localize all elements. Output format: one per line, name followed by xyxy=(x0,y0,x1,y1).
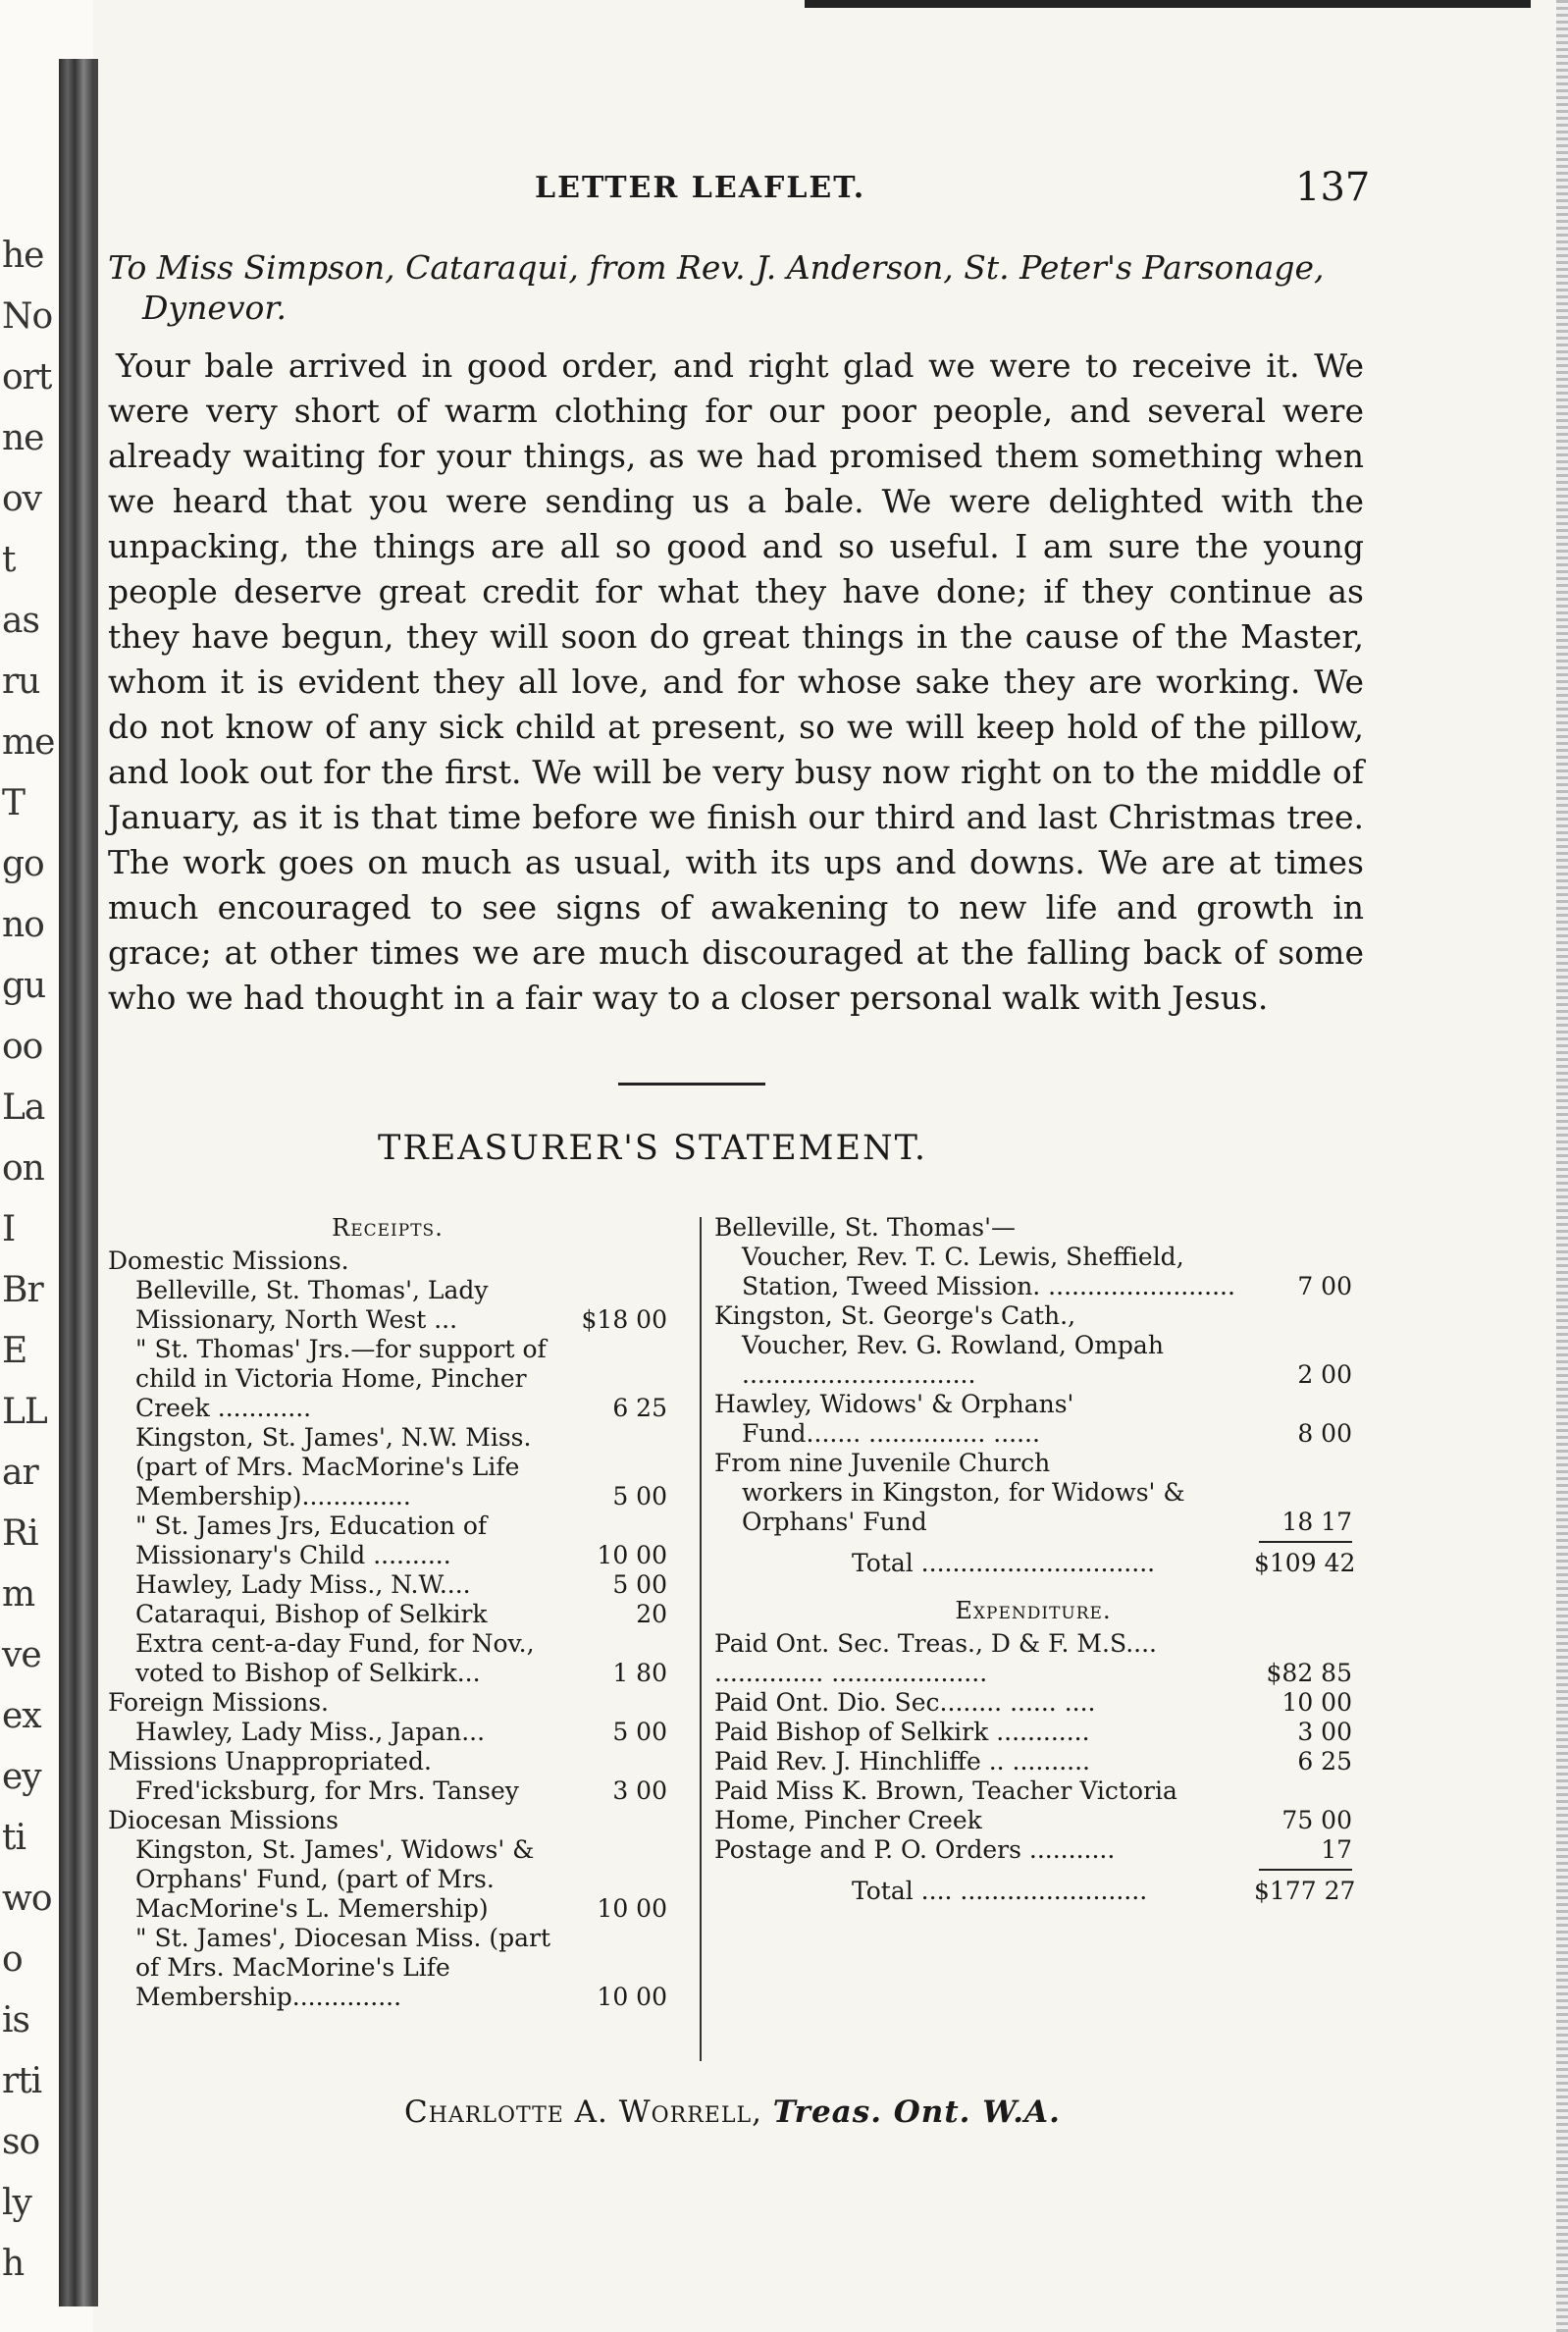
receipt-entry-amount: 2 00 xyxy=(1297,1360,1352,1389)
receipt-entry-description: From nine Juvenile Church xyxy=(714,1449,1051,1477)
expenditure-entry-description: Paid Rev. J. Hinchliffe .. .......... xyxy=(714,1747,1090,1776)
expenditure-total xyxy=(714,1877,1356,1906)
expenditure-entry xyxy=(714,1835,1352,1865)
page-header xyxy=(535,165,1516,224)
signature-name: Charlotte A. Worrell, xyxy=(404,2094,762,2130)
receipt-entry-description: Kingston, St. James', Widows' & Orphans' Fund, (part of Mrs. MacMorine's L. Memership) xyxy=(135,1835,535,1923)
receipt-entry-description: Fund....... ............... ...... xyxy=(742,1419,1040,1448)
receipt-entry xyxy=(108,1629,667,1688)
receipt-entry-amount: 18 17 xyxy=(1281,1508,1352,1536)
expenditure-entry xyxy=(714,1776,1352,1835)
expenditure-entry-description: Paid Bishop of Selkirk ............ xyxy=(714,1718,1090,1746)
expenditure-total-rule xyxy=(1259,1869,1352,1871)
receipt-entry-description: workers in Kingston, for Widows' & Orphans' Fund xyxy=(742,1478,1185,1536)
right-column xyxy=(714,1213,1356,1906)
expenditure-list xyxy=(714,1629,1352,1865)
gutter-fragment-word: ve xyxy=(2,1635,41,1675)
receipt-entry-description: Foreign Missions. xyxy=(108,1688,329,1717)
receipt-entry xyxy=(714,1390,1352,1419)
gutter-fragment-word: E xyxy=(2,1331,27,1371)
receipts-list xyxy=(108,1246,667,2012)
receipt-entry xyxy=(714,1213,1352,1243)
gutter-fragment-word: h xyxy=(2,2244,25,2284)
receipt-entry-description: Voucher, Rev. T. C. Lewis, Sheffield, Station, Tweed Mission. ........................ xyxy=(742,1243,1235,1300)
expenditure-entry-amount: $82 85 xyxy=(1266,1659,1352,1687)
receipt-entry-description: Belleville, St. Thomas'— xyxy=(714,1213,1016,1242)
receipt-entry xyxy=(108,1806,667,1835)
receipts-total-label: Total .............................. xyxy=(852,1549,1156,1577)
expenditure-entry xyxy=(714,1747,1352,1776)
receipt-entry xyxy=(108,1600,667,1629)
gutter-fragment-word: gu xyxy=(2,966,46,1006)
gutter-fragment-word: wo xyxy=(2,1879,52,1919)
receipts-heading: Receipts. xyxy=(332,1214,444,1242)
receipt-entry xyxy=(714,1331,1352,1390)
receipt-entry xyxy=(108,1276,667,1335)
gutter-fragment-word: he xyxy=(2,236,44,276)
receipts-total-rule xyxy=(1259,1541,1352,1543)
expenditure-entry-amount: 3 00 xyxy=(1297,1718,1352,1746)
expenditure-entry-description: Paid Ont. Sec. Treas., D & F. M.S.... .............. .................... xyxy=(714,1629,1158,1687)
receipt-entry xyxy=(108,1570,667,1600)
gutter-fragment-word: t xyxy=(2,540,16,580)
letter-heading: To Miss Simpson, Cataraqui, from Rev. J. Anderson, St. Peter's Parsonage, Dynevor. xyxy=(108,248,1325,327)
expenditure-entry-description: Paid Miss K. Brown, Teacher Victoria Home, Pincher Creek xyxy=(714,1776,1177,1834)
receipt-entry-description: " St. James', Diocesan Miss. (part of Mrs. MacMorine's Life Membership.............. xyxy=(135,1924,551,2011)
receipt-entry xyxy=(108,1835,667,1924)
gutter-fragment-word: ort xyxy=(2,357,52,398)
receipt-entry xyxy=(714,1449,1352,1478)
receipts-total-amount: $109 42 xyxy=(1254,1549,1356,1577)
expenditure-entry-amount: 17 xyxy=(1321,1835,1352,1864)
receipt-entry-amount: 7 00 xyxy=(1297,1272,1352,1300)
expenditure-entry xyxy=(714,1718,1352,1747)
receipt-entry-description: Cataraqui, Bishop of Selkirk xyxy=(135,1600,488,1628)
right-page-edge xyxy=(1556,0,1568,2332)
receipt-entry-description: Hawley, Widows' & Orphans' xyxy=(714,1390,1074,1418)
expenditure-entry-description: Paid Ont. Dio. Sec........ ...... .... xyxy=(714,1688,1096,1717)
receipt-entry xyxy=(108,1718,667,1747)
binding-edge xyxy=(92,59,98,2306)
signature-title: Treas. Ont. W.A. xyxy=(772,2094,1061,2130)
gutter-fragment-word: ly xyxy=(2,2183,31,2223)
receipt-entry-description: Kingston, St. James', N.W. Miss. (part of Mrs. MacMorine's Life Membership).............. xyxy=(135,1423,532,1510)
gutter-fragment-word: ti xyxy=(2,1818,26,1858)
letter-body: Your bale arrived in good order, and right glad we were to receive it. We were very short of warm clothing for our poor people, and several were already waiting for your things, as we had promised them something when we heard that you were sending us a bale. We were delighted with the unpacking, the things are all so good and so useful. I am sure the young people deserve great credit for what they have done; if they continue as they have begun, they will soon do great things in the cause of the Master, whom it is evident they all love, and for whose sake they are working. We do not know of any sick child at present, so we will keep hold of the pillow, and look out for the first. We will be very busy now right on to the middle of January, as it is that time before we finish our third and last Christmas tree. The work goes on much as usual, with its ups and downs. We are at times much encouraged to see signs of awakening to new life and growth in grace; at other times we are much discouraged at the falling back of some who we had thought in a fair way to a closer personal walk with Jesus. xyxy=(108,346,1364,1017)
receipt-entry-description: Domestic Missions. xyxy=(108,1246,349,1275)
receipt-entry-description: Kingston, St. George's Cath., xyxy=(714,1301,1076,1330)
receipt-entry-description: Extra cent-a-day Fund, for Nov., voted to Bishop of Selkirk... xyxy=(135,1629,535,1687)
receipt-entry xyxy=(714,1243,1352,1301)
receipt-entry-description: Fred'icksburg, for Mrs. Tansey xyxy=(135,1776,519,1805)
receipt-entry-amount: 5 00 xyxy=(612,1482,667,1510)
receipt-entry xyxy=(714,1301,1352,1331)
gutter-fragment-word: ar xyxy=(2,1453,38,1493)
gutter-fragment-word: No xyxy=(2,296,53,337)
receipt-entry-amount: 3 00 xyxy=(612,1776,667,1805)
running-head: LETTER LEAFLET. xyxy=(535,171,866,205)
signature xyxy=(404,2094,1061,2130)
receipt-entry xyxy=(108,1924,667,2012)
gutter-fragment-word: me xyxy=(2,722,55,763)
expenditure-heading: Expenditure. xyxy=(955,1597,1112,1624)
receipt-entry-amount: $18 00 xyxy=(581,1305,667,1334)
receipt-entry-amount: 5 00 xyxy=(612,1718,667,1746)
receipt-entry-amount: 1 80 xyxy=(612,1659,667,1687)
receipt-entry xyxy=(714,1478,1352,1537)
gutter-fragment-word: rti xyxy=(2,2061,42,2101)
receipt-entry xyxy=(108,1688,667,1718)
gutter-fragment-word: m xyxy=(2,1574,35,1615)
receipt-entry-description: Missions Unappropriated. xyxy=(108,1747,432,1776)
receipt-entry-amount: 5 00 xyxy=(612,1570,667,1599)
gutter-fragment-word: ey xyxy=(2,1757,41,1797)
gutter-fragment-word: LL xyxy=(2,1392,47,1432)
receipt-entry-amount: 10 00 xyxy=(597,1983,667,2011)
gutter-fragment-word: as xyxy=(2,601,39,641)
expenditure-entry-amount: 6 25 xyxy=(1297,1747,1352,1776)
expenditure-entry-amount: 75 00 xyxy=(1281,1806,1352,1834)
gutter-fragment-word: no xyxy=(2,905,44,945)
receipt-entry xyxy=(714,1419,1352,1449)
expenditure-entry-amount: 10 00 xyxy=(1281,1688,1352,1717)
expenditure-total-amount: $177 27 xyxy=(1254,1877,1356,1905)
gutter-fragment-word: so xyxy=(2,2122,40,2162)
binding-spine xyxy=(59,59,94,2306)
column-rule xyxy=(700,1217,702,2061)
receipt-entry-description: Hawley, Lady Miss., N.W.... xyxy=(135,1570,471,1599)
receipt-entry-description: Voucher, Rev. G. Rowland, Ompah .............................. xyxy=(742,1331,1164,1389)
receipt-entry-description: Diocesan Missions xyxy=(108,1806,339,1834)
receipt-entry-amount: 10 00 xyxy=(597,1541,667,1569)
page-number: 137 xyxy=(1295,165,1371,210)
gutter-fragment-word: Br xyxy=(2,1270,43,1310)
receipt-entry-amount: 8 00 xyxy=(1297,1419,1352,1448)
receipt-entry-amount: 6 25 xyxy=(612,1394,667,1422)
treasurers-statement-title: TREASURER'S STATEMENT. xyxy=(378,1129,927,1168)
receipt-entry-amount: 10 00 xyxy=(597,1894,667,1923)
receipt-entry-description: Belleville, St. Thomas', Lady Missionary, North West ... xyxy=(135,1276,489,1334)
gutter-fragment-word: ru xyxy=(2,662,40,702)
gutter-fragment-word: Ri xyxy=(2,1513,38,1554)
receipts-total xyxy=(714,1549,1356,1578)
receipt-entry xyxy=(108,1246,667,1276)
receipt-entry-amount: 20 xyxy=(636,1600,667,1628)
gutter-fragment-word: T xyxy=(2,783,26,823)
gutter-fragment-word: is xyxy=(2,2000,29,2040)
section-divider xyxy=(618,1083,765,1086)
letter-section xyxy=(108,247,1364,1021)
receipt-entry-description: Hawley, Lady Miss., Japan... xyxy=(135,1718,486,1746)
receipts-continued-list xyxy=(714,1213,1352,1537)
receipt-entry xyxy=(108,1511,667,1570)
top-edge-mark xyxy=(805,0,1531,8)
gutter-fragment-word: go xyxy=(2,844,44,884)
gutter-fragment-word: oo xyxy=(2,1027,43,1067)
receipts-column xyxy=(108,1213,667,2012)
receipt-entry xyxy=(108,1747,667,1776)
gutter-fragment-word: ne xyxy=(2,418,44,458)
gutter-fragment-word: o xyxy=(2,1939,23,1980)
receipt-entry xyxy=(108,1335,667,1423)
expenditure-total-label: Total .... ........................ xyxy=(852,1877,1148,1905)
gutter-fragment-word: I xyxy=(2,1209,16,1249)
expenditure-entry xyxy=(714,1629,1352,1688)
receipt-entry-description: " St. James Jrs, Education of Missionary's Child .......... xyxy=(135,1511,488,1569)
receipt-entry xyxy=(108,1423,667,1511)
gutter-fragment-word: on xyxy=(2,1148,44,1189)
gutter-fragment-word: La xyxy=(2,1087,45,1128)
receipt-entry-description: " St. Thomas' Jrs.—for support of child in Victoria Home, Pincher Creek ............ xyxy=(135,1335,547,1422)
gutter-fragment-word: ov xyxy=(2,479,42,519)
expenditure-entry-description: Postage and P. O. Orders ........... xyxy=(714,1835,1116,1864)
expenditure-entry xyxy=(714,1688,1352,1718)
gutter-fragment-word: ex xyxy=(2,1696,41,1736)
receipt-entry xyxy=(108,1776,667,1806)
